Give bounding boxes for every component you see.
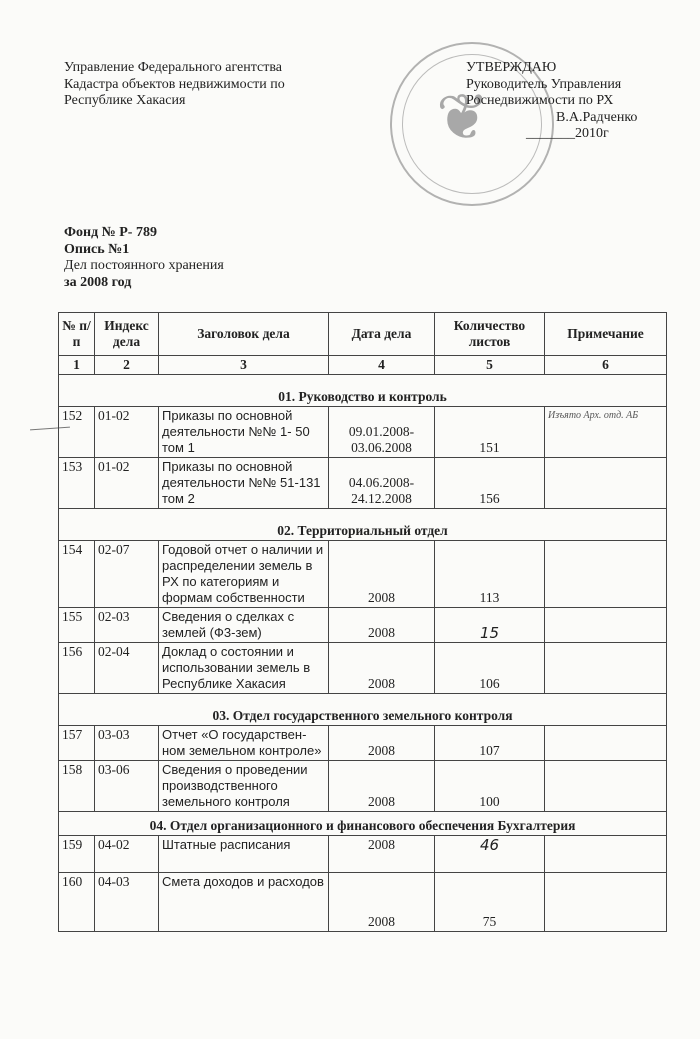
cell-note (545, 726, 667, 761)
column-header: Примечание (545, 313, 667, 356)
cell-date: 2008 (329, 541, 435, 608)
column-number: 1 (59, 356, 95, 375)
cell-title: Доклад о состоянии и использовании земель в Республике Хакасия (159, 643, 329, 694)
approval-date: _______2010г (526, 126, 609, 141)
cell-title: Приказы по основной деятельности №№ 1- 50 том 1 (159, 407, 329, 458)
fond-number: Фонд № Р- 789 (64, 225, 157, 240)
cell-title: Годовой отчет о наличии и распределении земель в РХ по категориям и формам собственности (159, 541, 329, 608)
column-number: 2 (95, 356, 159, 375)
opis-number: Опись №1 (64, 241, 130, 257)
column-header: № п/п (59, 313, 95, 356)
approval-block (466, 60, 637, 143)
cell-count: 107 (435, 726, 545, 761)
cell-count: 106 (435, 643, 545, 694)
column-header: Заголовок дела (159, 313, 329, 356)
table-row (59, 458, 667, 509)
section-title: 02. Территориальный отдел (59, 509, 667, 541)
org-line: Управление Федерального агентства (64, 60, 282, 75)
cell-date: 2008 (329, 873, 435, 932)
cell-count: 100 (435, 761, 545, 812)
table-row (59, 608, 667, 643)
cell-title: Приказы по основной деятельности №№ 51-131 том 2 (159, 458, 329, 509)
cell-note (545, 643, 667, 694)
cell-num: 159 (59, 836, 95, 873)
cell-note (545, 761, 667, 812)
cell-date: 09.01.2008-03.06.2008 (329, 407, 435, 458)
section-title: 03. Отдел государственного земельного контроля (59, 694, 667, 726)
cell-count: 113 (435, 541, 545, 608)
approval-position: Руководитель Управления (466, 76, 622, 92)
cell-date: 2008 (329, 643, 435, 694)
cell-count: 75 (435, 873, 545, 932)
document-year: за 2008 год (64, 274, 132, 290)
section-header (59, 694, 667, 726)
cell-index: 01-02 (95, 458, 159, 509)
table-row (59, 643, 667, 694)
cell-title: Сведения о сделках с землей (Ф3-зем) (159, 608, 329, 643)
cell-date: 04.06.2008-24.12.2008 (329, 458, 435, 509)
cell-index: 04-02 (95, 836, 159, 873)
column-numbers-row (59, 356, 667, 375)
cell-index: 04-03 (95, 873, 159, 932)
cell-count: 151 (435, 407, 545, 458)
table-row (59, 407, 667, 458)
inventory-table (58, 312, 667, 932)
section-title: 01. Руководство и контроль (59, 375, 667, 407)
column-number: 3 (159, 356, 329, 375)
cell-index: 01-02 (95, 407, 159, 458)
section-header (59, 375, 667, 407)
column-header: Количество листов (435, 313, 545, 356)
cell-num: 158 (59, 761, 95, 812)
table-header-row (59, 313, 667, 356)
org-line: Кадастра объектов недвижимости по (64, 76, 285, 92)
table-row (59, 836, 667, 873)
section-header (59, 509, 667, 541)
column-header: Дата дела (329, 313, 435, 356)
approval-position: Роснедвижимости по РХ (466, 93, 614, 108)
cell-index: 02-04 (95, 643, 159, 694)
cell-index: 03-03 (95, 726, 159, 761)
document-subtitle: Дел постоянного хранения (64, 258, 224, 273)
cell-note (545, 608, 667, 643)
cell-num: 156 (59, 643, 95, 694)
cell-num: 152 (59, 407, 95, 458)
section-title: 04. Отдел организационного и финансового обеспечения Бухгалтерия (59, 812, 667, 836)
cell-count: 46 (435, 836, 545, 873)
cell-title: Штатные расписания (159, 836, 329, 873)
cell-note: Изъято Арх. отд. АБ (545, 407, 667, 458)
cell-note (545, 836, 667, 873)
cell-num: 157 (59, 726, 95, 761)
cell-num: 155 (59, 608, 95, 643)
cell-count: 156 (435, 458, 545, 509)
approval-title: УТВЕРЖДАЮ (466, 60, 557, 75)
cell-note (545, 541, 667, 608)
cell-date: 2008 (329, 726, 435, 761)
cell-title: Сведения о проведении производственного земельного контроля (159, 761, 329, 812)
cell-count: 15 (435, 608, 545, 643)
cell-title: Смета доходов и расходов (159, 873, 329, 932)
cell-date: 2008 (329, 836, 435, 873)
column-number: 6 (545, 356, 667, 375)
column-number: 5 (435, 356, 545, 375)
cell-note (545, 458, 667, 509)
eagle-emblem-icon: ❦ (436, 82, 490, 153)
column-header: Индекс дела (95, 313, 159, 356)
document-meta (64, 225, 224, 291)
section-header (59, 812, 667, 836)
cell-num: 160 (59, 873, 95, 932)
organization-header (64, 60, 285, 110)
table-row (59, 541, 667, 608)
column-number: 4 (329, 356, 435, 375)
table-row (59, 761, 667, 812)
cell-date: 2008 (329, 761, 435, 812)
approval-signatory: В.А.Радченко (556, 109, 638, 125)
cell-index: 02-03 (95, 608, 159, 643)
cell-num: 154 (59, 541, 95, 608)
table-row (59, 873, 667, 932)
cell-num: 153 (59, 458, 95, 509)
org-line: Республике Хакасия (64, 93, 186, 108)
cell-index: 03-06 (95, 761, 159, 812)
cell-date: 2008 (329, 608, 435, 643)
cell-note (545, 873, 667, 932)
table-row (59, 726, 667, 761)
cell-index: 02-07 (95, 541, 159, 608)
cell-title: Отчет «О государствен-ном земельном контроле» (159, 726, 329, 761)
